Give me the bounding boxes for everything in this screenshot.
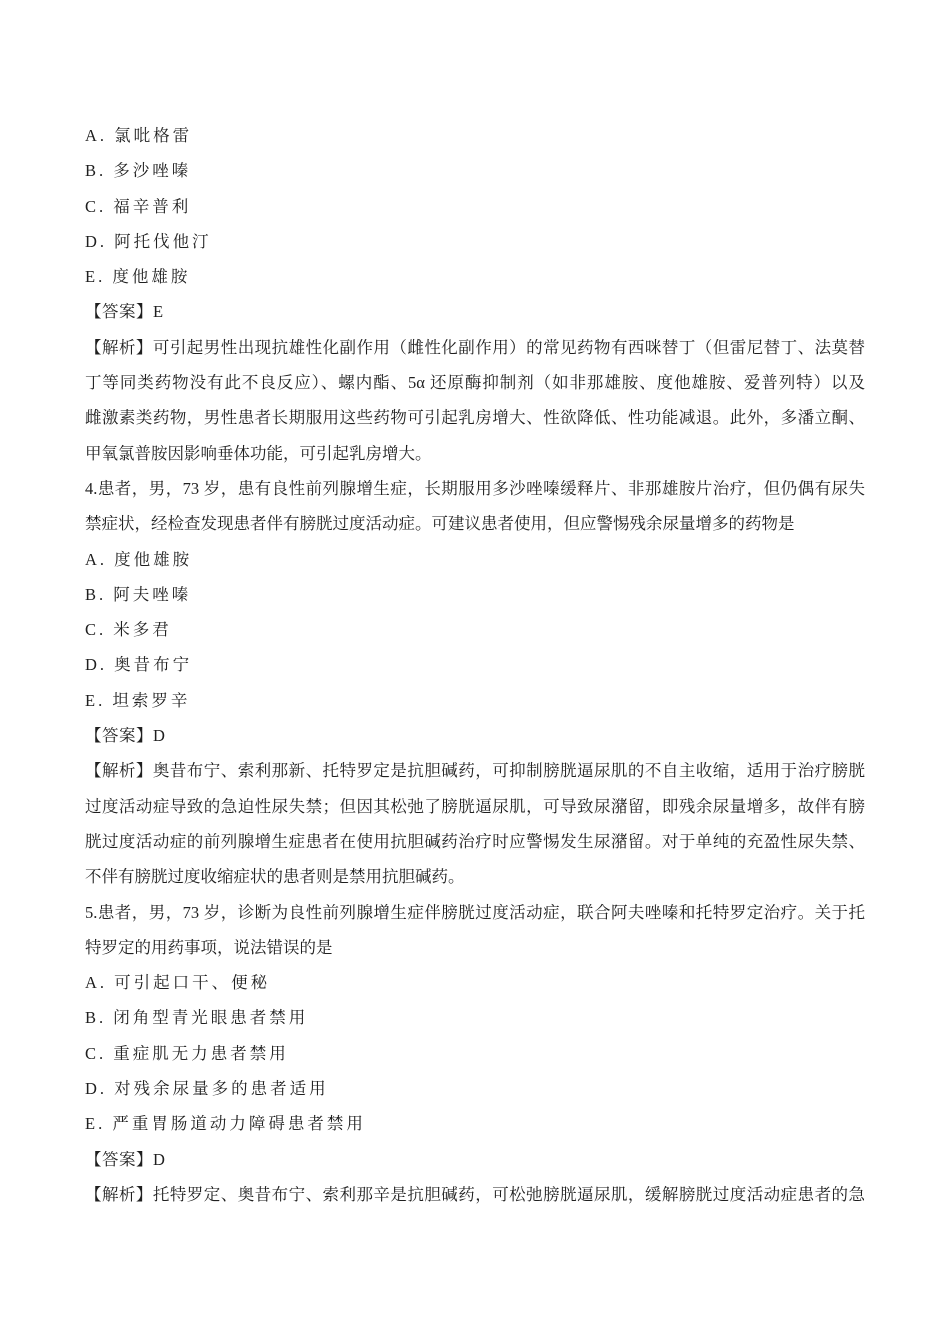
- question-3-explanation-line-1: 【解析】可引起男性出现抗雄性化副作用（雌性化副作用）的常见药物有西咪替丁（但雷尼替丁、法莫替: [85, 337, 865, 357]
- question-4-options-d: D. 奥昔布宁: [85, 655, 193, 675]
- question-4-answer: 【答案】D: [85, 726, 166, 746]
- question-3-options-c: C. 福辛普利: [85, 196, 192, 216]
- document-body: [85, 118, 865, 1212]
- question-5-explanation-line-1: 【解析】托特罗定、奥昔布宁、索利那辛是抗胆碱药，可松弛膀胱逼尿肌，缓解膀胱过度活动症患者的急: [85, 1184, 865, 1204]
- question-5-options-b: B. 闭角型青光眼患者禁用: [85, 1008, 309, 1028]
- question-5-options-e: E. 严重胃肠道动力障碍患者禁用: [85, 1114, 366, 1134]
- question-4-options-b: B. 阿夫唑嗪: [85, 584, 192, 604]
- question-3-options-d: D. 阿托伐他汀: [85, 231, 212, 251]
- question-3-options-a: A. 氯吡格雷: [85, 126, 193, 145]
- question-5-stem-line-1: 5.患者，男，73 岁，诊断为良性前列腺增生症伴膀胱过度活动症，联合阿夫唑嗪和托特罗定治疗。关于托: [85, 902, 865, 922]
- question-4-options-a: A. 度他雄胺: [85, 549, 193, 569]
- question-3-explanation-line-2: 丁等同类药物没有此不良反应）、螺内酯、5α 还原酶抑制剂（如非那雄胺、度他雄胺、爱普列特）以及: [85, 373, 865, 393]
- question-4-options-c: C. 米多君: [85, 620, 172, 640]
- question-3-options-e: E. 度他雄胺: [85, 267, 191, 287]
- question-4-explanation-line-2: 过度活动症导致的急迫性尿失禁；但因其松弛了膀胱逼尿肌，可导致尿潴留，即残余尿量增多，故伴有膀: [85, 796, 865, 816]
- question-5-answer: 【答案】D: [85, 1149, 166, 1169]
- question-4-stem-line-1: 4.患者，男，73 岁，患有良性前列腺增生症，长期服用多沙唑嗪缓释片、非那雄胺片治疗，但仍偶有尿失: [85, 478, 865, 498]
- question-3-explanation-line-4: 甲氧氯普胺因影响垂体功能，可引起乳房增大。: [85, 443, 432, 463]
- question-5-options-a: A. 可引起口干、便秘: [85, 973, 271, 993]
- question-4-explanation-line-1: 【解析】奥昔布宁、索利那新、托特罗定是抗胆碱药，可抑制膀胱逼尿肌的不自主收缩，适用于治疗膀胱: [85, 761, 865, 781]
- question-4-explanation-line-4: 不伴有膀胱过度收缩症状的患者则是禁用抗胆碱药。: [85, 867, 465, 887]
- question-4-explanation-line-3: 胱过度活动症的前列腺增生症患者在使用抗胆碱药治疗时应警惕发生尿潴留。对于单纯的充盈性尿失禁、: [85, 831, 865, 851]
- question-4-stem-line-2: 禁症状，经检查发现患者伴有膀胱过度活动症。可建议患者使用，但应警惕残余尿量增多的药物是: [85, 514, 795, 534]
- question-5-options-d: D. 对残余尿量多的患者适用: [85, 1079, 329, 1099]
- question-5-options-c: C. 重症肌无力患者禁用: [85, 1043, 289, 1063]
- question-5-stem-line-2: 特罗定的用药事项，说法错误的是: [85, 937, 333, 957]
- question-4-options-e: E. 坦索罗辛: [85, 690, 191, 710]
- question-3-options-b: B. 多沙唑嗪: [85, 161, 192, 181]
- question-3-answer: 【答案】E: [85, 302, 164, 322]
- question-3-explanation-line-3: 雌激素类药物，男性患者长期服用这些药物可引起乳房增大、性欲降低、性功能减退。此外，多潘立酮、: [85, 408, 865, 428]
